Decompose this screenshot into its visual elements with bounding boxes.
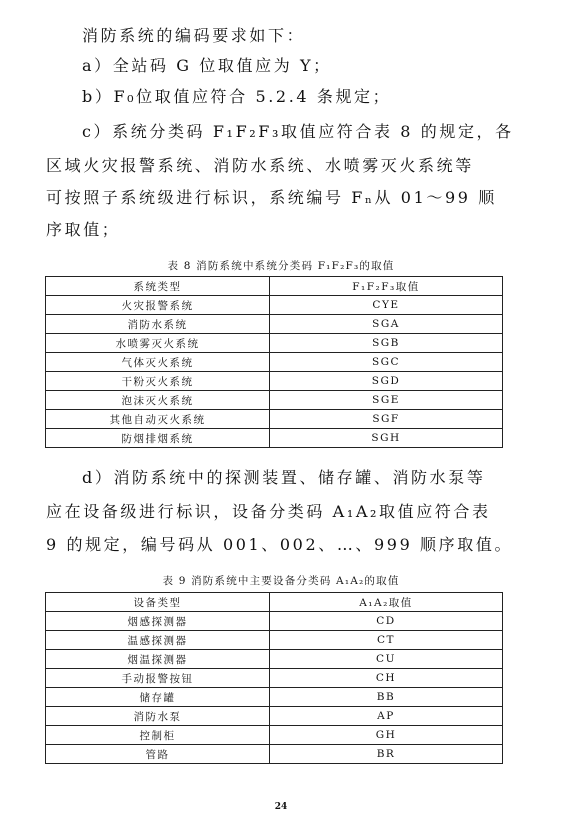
table9-header-type: 设备类型: [46, 593, 270, 612]
table9-cell-type: 烟感探测器: [46, 612, 270, 631]
table-row: [46, 612, 503, 631]
table9-cell-type: 控制柜: [46, 726, 270, 745]
table8-header-row: [46, 277, 503, 296]
table8: [45, 276, 503, 448]
para-item-c-line4: 序取值；: [46, 220, 121, 239]
table9-cell-type: 烟温探测器: [46, 650, 270, 669]
table9-cell-type: 管路: [46, 745, 270, 764]
table8-cell-type: 水喷雾灭火系统: [46, 334, 270, 353]
table9-cell-code: GH: [270, 726, 503, 745]
para-item-c-line3: 可按照子系统级进行标识，系统编号 Fₙ从 01～99 顺: [46, 188, 497, 207]
table8-cell-code: SGF: [270, 410, 503, 429]
para-item-d-line2: 应在设备级进行标识，设备分类码 A₁A₂取值应符合表: [46, 502, 491, 521]
para-item-c-line2: 区域火灾报警系统、消防水系统、水喷雾灭火系统等: [46, 156, 474, 175]
table-row: [46, 631, 503, 650]
table8-cell-type: 防烟排烟系统: [46, 429, 270, 448]
table-row: [46, 745, 503, 764]
table-row: [46, 334, 503, 353]
table-row: [46, 372, 503, 391]
table8-header-type: 系统类型: [46, 277, 270, 296]
table9-header-code: A₁A₂取值: [270, 593, 503, 612]
table9-cell-code: CH: [270, 669, 503, 688]
table8-cell-type: 泡沫灭火系统: [46, 391, 270, 410]
table-row: [46, 353, 503, 372]
table8-cell-code: SGB: [270, 334, 503, 353]
table8-cell-code: SGA: [270, 315, 503, 334]
table-row: [46, 296, 503, 315]
para-intro: 消防系统的编码要求如下：: [82, 26, 306, 45]
table8-cell-type: 消防水系统: [46, 315, 270, 334]
table8-cell-code: SGC: [270, 353, 503, 372]
table9-header-row: [46, 593, 503, 612]
table-row: [46, 429, 503, 448]
table9-cell-type: 温感探测器: [46, 631, 270, 650]
page-number: 24: [274, 802, 288, 812]
table8-cell-type: 火灾报警系统: [46, 296, 270, 315]
para-item-d-line1: d）消防系统中的探测装置、储存罐、消防水泵等: [82, 468, 486, 487]
table8-cell-type: 气体灭火系统: [46, 353, 270, 372]
table8-header-code: F₁F₂F₃取值: [270, 277, 503, 296]
table9-cell-code: CD: [270, 612, 503, 631]
table8-cell-code: SGD: [270, 372, 503, 391]
para-item-c-line1: c）系统分类码 F₁F₂F₃取值应符合表 8 的规定，各: [82, 122, 514, 141]
table-row: [46, 410, 503, 429]
table-row: [46, 315, 503, 334]
table9-cell-type: 储存罐: [46, 688, 270, 707]
table9-cell-code: BR: [270, 745, 503, 764]
table-row: [46, 391, 503, 410]
table9-cell-code: CU: [270, 650, 503, 669]
table8-cell-code: CYE: [270, 296, 503, 315]
table8-cell-code: SGH: [270, 429, 503, 448]
table8-caption: 表 8 消防系统中系统分类码 F₁F₂F₃的取值: [167, 260, 395, 272]
table-row: [46, 707, 503, 726]
table8-cell-code: SGE: [270, 391, 503, 410]
table9-caption: 表 9 消防系统中主要设备分类码 A₁A₂的取值: [162, 575, 400, 587]
table-row: [46, 669, 503, 688]
table8-cell-type: 其他自动灭火系统: [46, 410, 270, 429]
table9: [45, 592, 503, 764]
table9-cell-code: BB: [270, 688, 503, 707]
table9-cell-type: 手动报警按钮: [46, 669, 270, 688]
para-item-a: a）全站码 G 位取值应为 Y；: [82, 56, 332, 75]
para-item-d-line3: 9 的规定，编号码从 001、002、…、999 顺序取值。: [46, 535, 514, 554]
table8-cell-type: 干粉灭火系统: [46, 372, 270, 391]
table-row: [46, 688, 503, 707]
table9-cell-code: AP: [270, 707, 503, 726]
table-row: [46, 650, 503, 669]
para-item-b: b）F₀位取值应符合 5.2.4 条规定；: [82, 87, 392, 106]
table9-cell-code: CT: [270, 631, 503, 650]
table-row: [46, 726, 503, 745]
table9-cell-type: 消防水泵: [46, 707, 270, 726]
